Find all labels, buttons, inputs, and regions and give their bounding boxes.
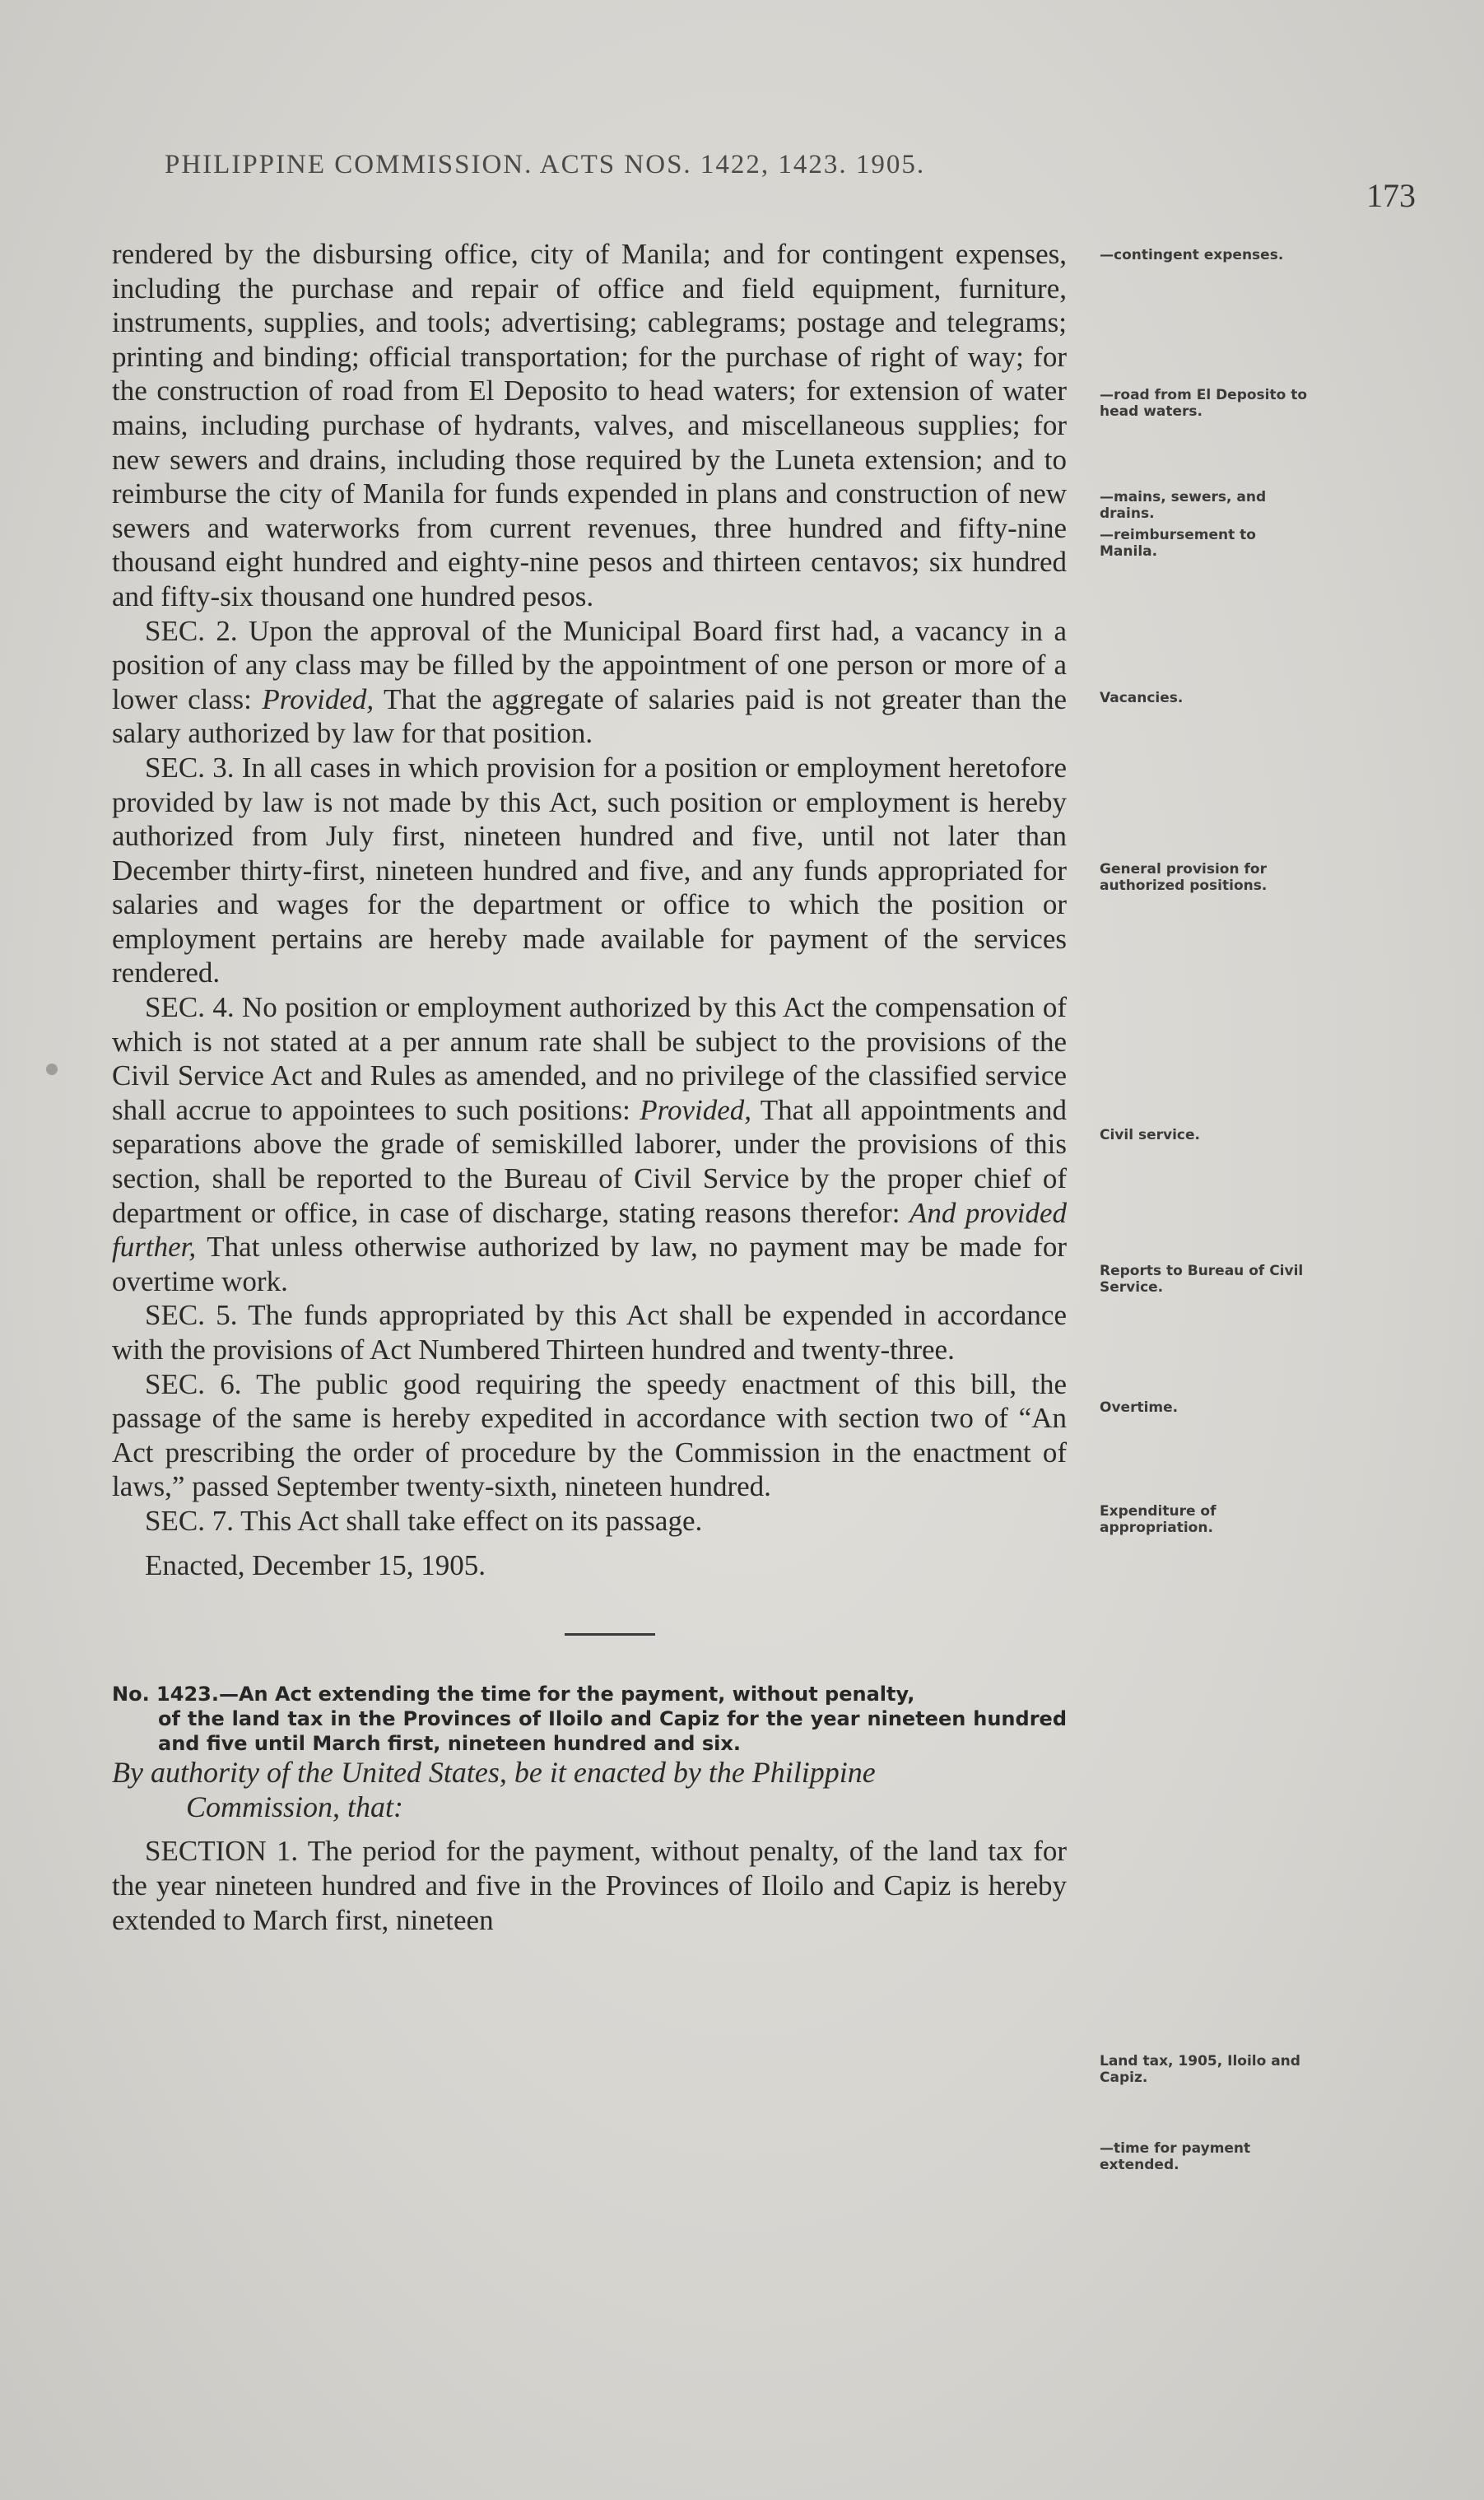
section-label: SECTION 1. (145, 1835, 299, 1868)
section-text: The funds appropriated by this Act shall be expended in accordance with the provisions of Act Numbered Thirteen hundred and twenty-three. (112, 1299, 1067, 1366)
section-text: That the aggregate of salaries paid is not greater than the salary authorized by law for that position. (112, 682, 1067, 750)
act-title-first: No. 1423.—An Act extending the time for the payment, without penalty, (112, 1683, 915, 1706)
section-text: That all appointments and separations above the grade of semiskilled laborer, under the provisions of this section, shall be reported to the Bureau of Civil Service by the proper chief of department or office, in case of discharge, stating reasons therefor: (112, 1093, 1068, 1229)
margin-note-reports: Reports to Bureau of Civil Service. (1100, 1263, 1304, 1296)
margin-note-time-extended: —time for payment extended. (1100, 2140, 1251, 2173)
section-label: SEC. 3. (145, 751, 235, 784)
ink-smudge (46, 1064, 58, 1075)
section-2 (112, 614, 1067, 751)
section-text: Upon the approval of the Municipal Board first had, a vacancy in a position of any class may be filled by the appointment of one person or more of a lower class: (112, 614, 1067, 715)
act-title (112, 1682, 1067, 1756)
section-divider (565, 1633, 655, 1636)
section-text: The public good requiring the speedy enactment of this bill, the passage of the same is hereby expedited in accordance with section two of “An Act prescribing the order of procedure by the Commission in the enactment of laws,” passed September twenty-sixth, nineteen hundred. (112, 1367, 1067, 1503)
section-label: SEC. 6. (145, 1367, 242, 1400)
section-text: No position or employment authorized by this Act the compensation of which is not stated at a per annum rate shall be subject to the provisions of the Civil Service Act and Rules as amended, and no privilege of the classified service shall accrue to appointees to such positions: (112, 991, 1068, 1126)
section-text: This Act shall take effect on its passage. (240, 1504, 703, 1537)
enacted-line: Enacted, December 15, 1905. (145, 1548, 486, 1581)
section-label: SEC. 5. (145, 1299, 238, 1332)
section-1 (112, 1834, 1067, 1937)
section-text: That unless otherwise authorized by law, no payment may be made for overtime work. (112, 1231, 1068, 1297)
section-7 (112, 1504, 1067, 1539)
act-title-rest: of the land tax in the Provinces of Iloilo and Capiz for the year nineteen hundred and five until March first, nineteen hundred and six. (158, 1707, 1067, 1756)
section-4 (112, 990, 1067, 1298)
margin-note-general-provision: General provision for authorized positions. (1100, 861, 1268, 894)
margin-note-expenditure: Expenditure of appropriation. (1100, 1503, 1217, 1536)
section-label: SEC. 7. (145, 1504, 234, 1537)
section-text: In all cases in which provision for a position or employment heretofore provided by law is not made by this Act, such position or employment is hereby authorized from July first, nineteen hundred and five, until not later than December thirty-first, nineteen hundred and five, and any funds appropriated for salaries and wages for the department or office to which the position or employment pertains are hereby made available for payment of the services rendered. (112, 751, 1067, 989)
enacting-clause (112, 1756, 1067, 1824)
margin-note-civil-service: Civil service. (1100, 1127, 1200, 1143)
section-6 (112, 1367, 1067, 1504)
running-head: PHILIPPINE COMMISSION. ACTS NOS. 1422, 1423. 1905. (165, 150, 926, 179)
paragraph-appropriations: rendered by the disbursing office, city of Manila; and for contingent expenses, including the purchase and repair of office and field equipment, furniture, instruments, supplies, and tools; advertising; cablegrams; postage and telegrams; printing and binding; official transportation; for the purchase of right of way; for the construction of road from El Deposito to head waters; for extension of water mains, including purchase of hydrants, valves, and miscellaneous supplies; for new sewers and drains, including those required by the Luneta extension; and to reimburse the city of Manila for funds expended in plans and construction of new sewers and waterworks from current revenues, three hundred and fifty-nine thousand eight hundred and eighty-nine pesos and thirteen centavos; six hundred and fifty-six thousand one hundred pesos. (112, 238, 1067, 612)
proviso: Provided, (640, 1093, 752, 1126)
margin-note-overtime: Overtime. (1100, 1399, 1179, 1416)
section-5 (112, 1298, 1067, 1366)
body-text (112, 237, 1067, 1937)
margin-note-road: —road from El Deposito to head waters. (1100, 387, 1308, 420)
margin-note-mains: —mains, sewers, and drains. (1100, 489, 1267, 522)
preamble-first: By authority of the United States, be it enacted by the Philippine (112, 1756, 876, 1790)
margin-note-land-tax: Land tax, 1905, Iloilo and Capiz. (1100, 2053, 1300, 2086)
section-3 (112, 751, 1067, 990)
section-label: SEC. 4. (145, 991, 235, 1024)
proviso: Provided, (262, 682, 374, 715)
margin-note-contingent: —contingent expenses. (1100, 247, 1284, 263)
page-number: 173 (1366, 177, 1416, 214)
margin-note-vacancies: Vacancies. (1100, 690, 1184, 706)
proviso: And provided further, (112, 1196, 1068, 1264)
preamble-rest: Commission, that: (186, 1790, 404, 1823)
section-label: SEC. 2. (145, 614, 238, 647)
margin-note-reimbursement: —reimbursement to Manila. (1100, 527, 1256, 560)
section-text: The period for the payment, without penalty, of the land tax for the year nineteen hundred and five in the Provinces of Iloilo and Capiz is hereby extended to March first, nineteen (112, 1835, 1068, 1936)
